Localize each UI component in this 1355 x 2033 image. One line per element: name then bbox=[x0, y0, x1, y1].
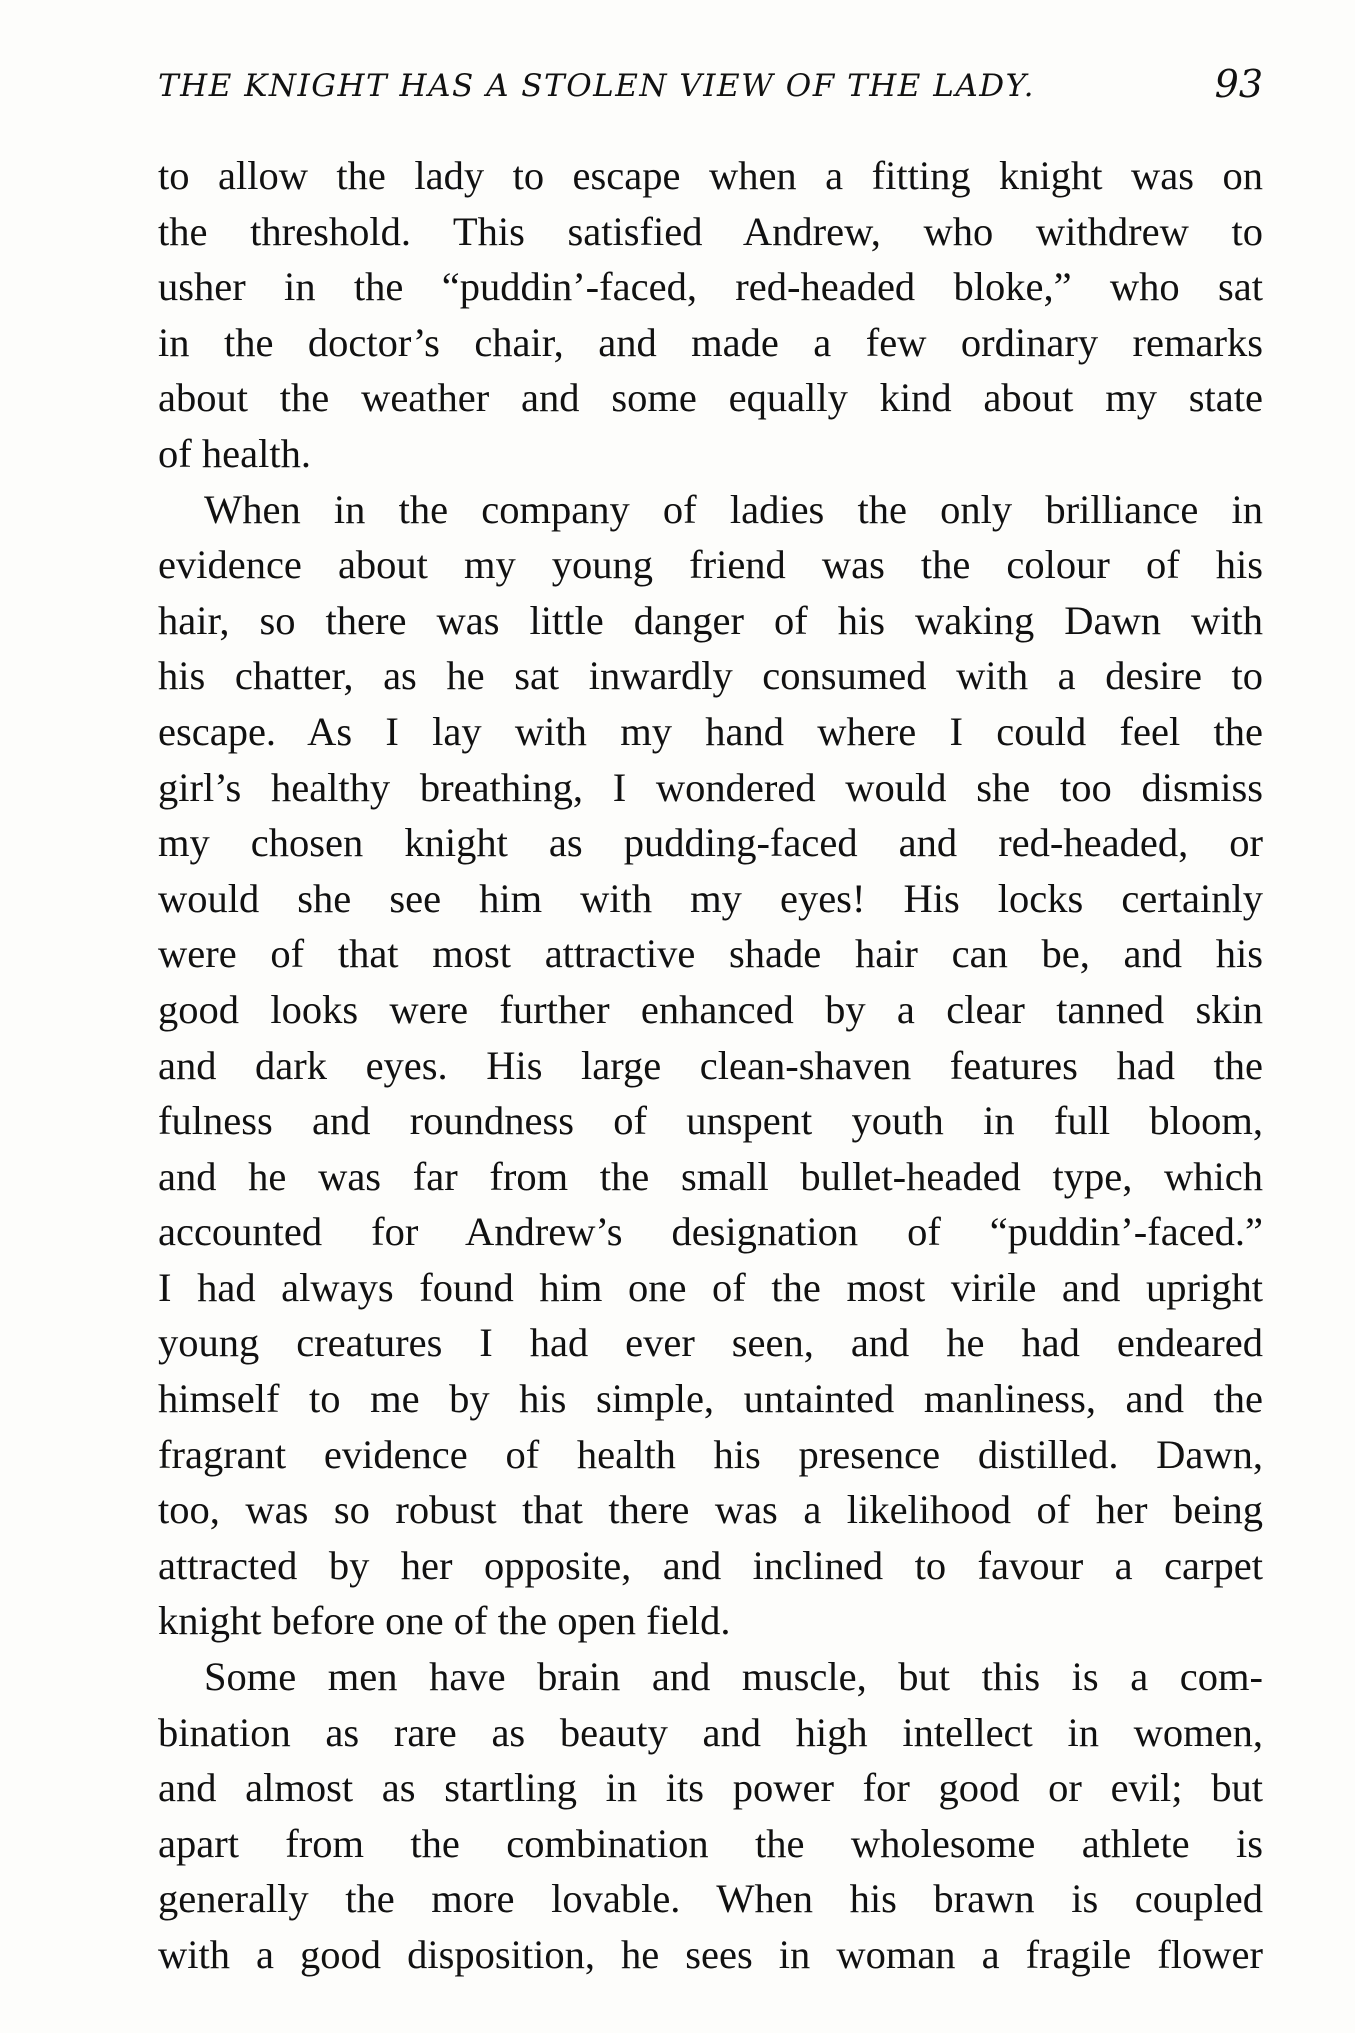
text-line: to allow the lady to escape when a fitting knight was on bbox=[158, 153, 1263, 198]
text-line: knight before one of the open field. bbox=[158, 1598, 731, 1644]
text-line: attracted by her opposite, and inclined to favour a carpet bbox=[158, 1542, 1263, 1588]
text-line: and he was far from the small bullet-headed type, which bbox=[158, 1153, 1263, 1199]
paragraph-1 bbox=[158, 148, 1263, 482]
text-line: escape. As I lay with my hand where I could feel the bbox=[158, 708, 1263, 754]
text-line: and almost as startling in its power for good or evil; but bbox=[158, 1765, 1263, 1811]
paragraph-2 bbox=[158, 482, 1263, 1649]
body-text bbox=[158, 148, 1263, 1983]
text-line: When in the company of ladies the only brilliance in bbox=[204, 486, 1263, 532]
paragraph-3 bbox=[158, 1649, 1263, 1983]
text-line: would she see him with my eyes! His locks certainly bbox=[158, 875, 1263, 921]
text-line: I had always found him one of the most virile and upright bbox=[158, 1264, 1263, 1310]
text-line: and dark eyes. His large clean-shaven features had the bbox=[158, 1042, 1263, 1088]
page-number: 93 bbox=[1214, 62, 1263, 106]
text-line: himself to me by his simple, untainted manliness, and the bbox=[158, 1376, 1263, 1422]
running-title: THE KNIGHT HAS A STOLEN VIEW OF THE LADY. bbox=[158, 68, 1035, 104]
text-line: usher in the “puddin’-faced, red-headed bloke,” who sat bbox=[158, 264, 1263, 310]
text-line: in the doctor’s chair, and made a few ordinary remarks bbox=[158, 319, 1263, 365]
text-line: the threshold. This satisfied Andrew, who withdrew to bbox=[158, 208, 1263, 254]
text-line: his chatter, as he sat inwardly consumed with a desire to bbox=[158, 653, 1263, 699]
text-line: accounted for Andrew’s designation of “puddin’-faced.” bbox=[158, 1209, 1263, 1255]
text-line: generally the more lovable. When his brawn is coupled bbox=[158, 1876, 1263, 1922]
text-line: good looks were further enhanced by a clear tanned skin bbox=[158, 986, 1263, 1032]
text-line: were of that most attractive shade hair can be, and his bbox=[158, 931, 1263, 977]
text-line: Some men have brain and muscle, but this is a com- bbox=[204, 1654, 1263, 1700]
text-line: with a good disposition, he sees in woman a fragile flower bbox=[158, 1932, 1263, 1977]
text-line: hair, so there was little danger of his waking Dawn with bbox=[158, 597, 1263, 643]
running-head bbox=[158, 58, 1263, 118]
text-line: fulness and roundness of unspent youth in full bloom, bbox=[158, 1098, 1263, 1144]
text-line: fragrant evidence of health his presence distilled. Dawn, bbox=[158, 1431, 1263, 1477]
text-line: too, was so robust that there was a likelihood of her being bbox=[158, 1487, 1263, 1533]
text-line: evidence about my young friend was the colour of his bbox=[158, 542, 1263, 588]
text-line: of health. bbox=[158, 430, 311, 476]
text-line: bination as rare as beauty and high intellect in women, bbox=[158, 1709, 1263, 1755]
text-line: girl’s healthy breathing, I wondered would she too dismiss bbox=[158, 764, 1263, 810]
text-line: about the weather and some equally kind about my state bbox=[158, 375, 1263, 421]
text-line: my chosen knight as pudding-faced and red-headed, or bbox=[158, 820, 1263, 866]
text-line: apart from the combination the wholesome athlete is bbox=[158, 1820, 1263, 1866]
text-line: young creatures I had ever seen, and he had endeared bbox=[158, 1320, 1263, 1366]
